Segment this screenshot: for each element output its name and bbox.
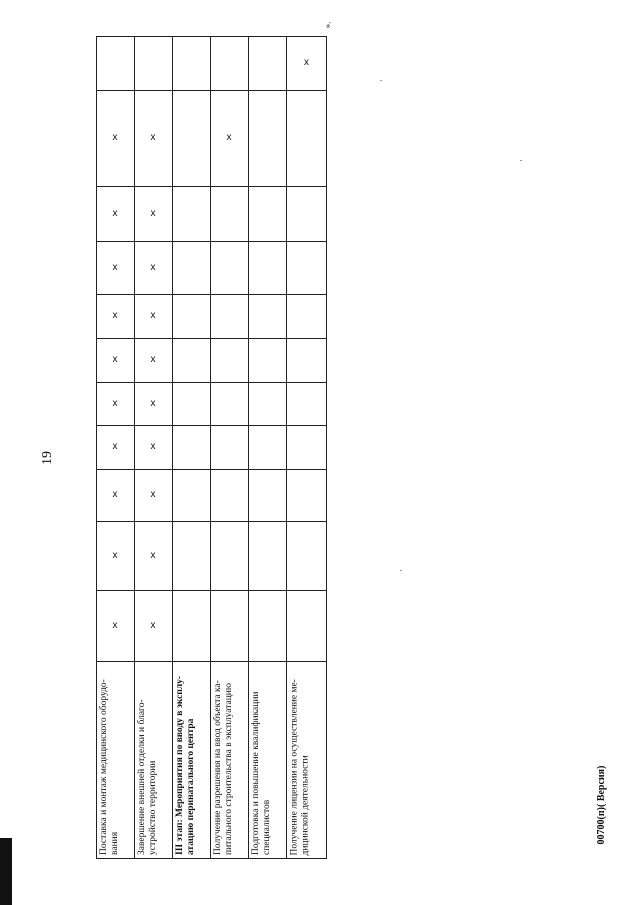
task-mark: x — [150, 132, 156, 143]
table-border — [96, 425, 327, 426]
row-label: Поставка и монтаж медицинского оборудо-вания — [99, 679, 120, 855]
schedule-table — [96, 36, 327, 859]
table-border — [286, 36, 287, 859]
table-border — [96, 382, 327, 383]
table-border — [96, 186, 327, 187]
task-mark: x — [150, 354, 156, 365]
task-mark: x — [304, 57, 309, 68]
task-mark: x — [150, 441, 156, 452]
task-mark: x — [112, 549, 118, 561]
task-mark: x — [112, 132, 118, 143]
table-border — [96, 90, 327, 91]
task-mark: x — [150, 619, 156, 631]
table-border — [96, 36, 97, 859]
task-mark: x — [150, 207, 156, 219]
table-border — [96, 858, 327, 859]
task-mark: x — [150, 549, 156, 561]
row-label: III этап: Мероприятия по вводу в эксплу-атацию перинатального центра — [175, 675, 196, 855]
task-mark: x — [150, 489, 156, 500]
document-code: 00700(п)( Версия) — [596, 765, 607, 845]
row-label: Завершение внешней отделки и благо-устройство территории — [137, 699, 158, 855]
table-border — [96, 294, 327, 295]
task-mark: x — [150, 310, 156, 321]
task-mark: x — [112, 441, 118, 452]
table-border — [96, 590, 327, 591]
table-border — [96, 36, 327, 37]
task-mark: x — [112, 489, 118, 500]
task-mark: x — [112, 310, 118, 321]
task-mark: x — [112, 261, 118, 273]
scan-speck — [520, 160, 522, 161]
task-mark: x — [150, 397, 156, 409]
table-border — [96, 661, 327, 662]
table-border — [96, 338, 327, 339]
task-mark: x — [226, 132, 232, 143]
table-border — [248, 36, 249, 859]
task-mark: x — [112, 354, 118, 365]
table-border — [96, 469, 327, 470]
end-quote-mark: ». — [322, 21, 333, 29]
task-mark: x — [112, 619, 118, 631]
page-number: 19 — [40, 451, 55, 465]
table-border — [134, 36, 135, 859]
table-border — [172, 36, 173, 859]
row-label: Получение разрешения на ввод объекта ка-питального строительства в эксплуатацию — [213, 680, 234, 855]
task-mark: x — [150, 261, 156, 273]
table-border — [326, 36, 327, 859]
table-border — [96, 241, 327, 242]
task-mark: x — [112, 207, 118, 219]
scan-edge-mark — [0, 838, 12, 905]
scan-speck — [400, 570, 402, 571]
row-label: Подготовка и повышение квалификации специалистов — [251, 691, 272, 855]
task-mark: x — [112, 397, 118, 409]
table-border — [96, 521, 327, 522]
row-label: Получение лицензии на осуществление ме-дицинской деятельности — [289, 678, 310, 855]
table-border — [210, 36, 211, 859]
scan-speck — [380, 80, 382, 81]
